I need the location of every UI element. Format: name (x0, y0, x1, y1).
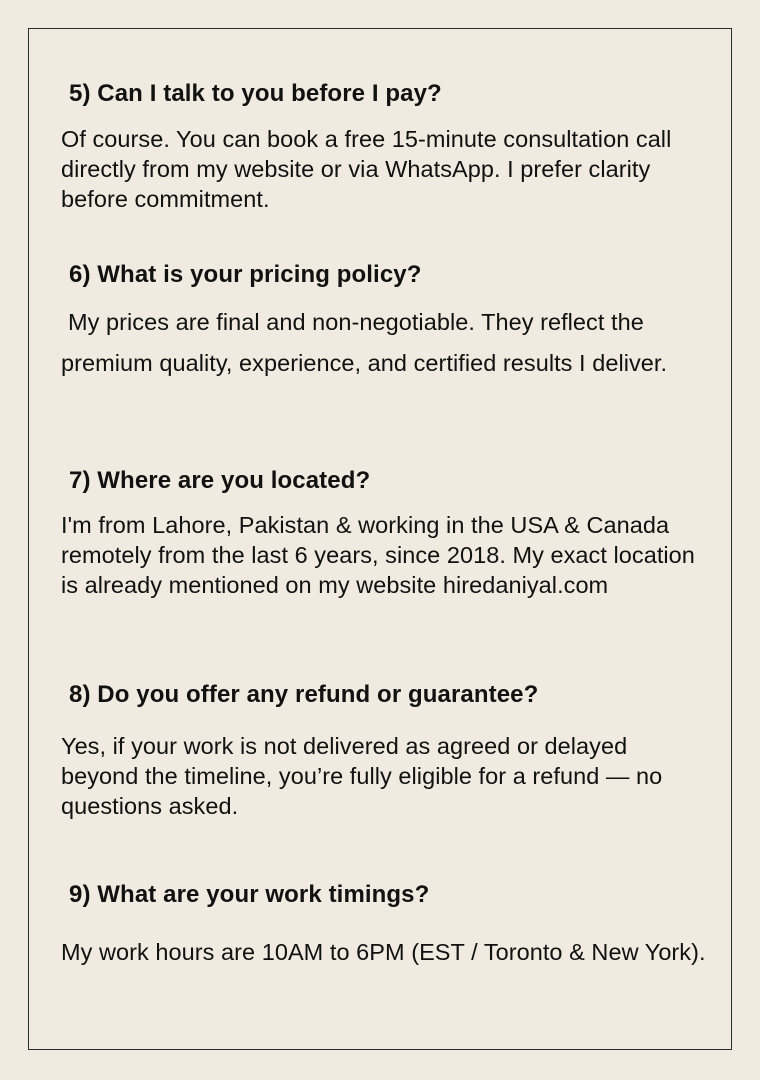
faq-answer: My prices are final and non-negotiable. They reflect the premium quality, experience, and certified results I deliver. (61, 309, 668, 376)
faq-answer: I'm from Lahore, Pakistan & working in the USA & Canada remotely from the last 6 years, since 2018. My exact location is already mentioned on my website hiredaniyal.com (61, 512, 695, 598)
faq-item-pricing-policy (61, 261, 711, 384)
faq-answer: My work hours are 10AM to 6PM (EST / Toronto & New York). (61, 939, 706, 965)
faq-item-location (61, 467, 711, 600)
faq-question: 6) What is your pricing policy? (69, 261, 422, 288)
faq-item-refund-guarantee (61, 681, 711, 821)
faq-question: 7) Where are you located? (69, 467, 371, 494)
faq-question: 5) Can I talk to you before I pay? (69, 80, 442, 107)
faq-answer: Yes, if your work is not delivered as agreed or delayed beyond the timeline, you’re fully eligible for a refund — no questions asked. (61, 733, 663, 819)
faq-item-work-timings (61, 881, 711, 967)
faq-answer: Of course. You can book a free 15-minute consultation call directly from my website or via WhatsApp. I prefer clarity before commitment. (61, 126, 672, 212)
faq-question: 8) Do you offer any refund or guarantee? (69, 681, 539, 708)
faq-item-pay-before-talk (61, 80, 711, 214)
faq-question: 9) What are your work timings? (69, 881, 430, 908)
